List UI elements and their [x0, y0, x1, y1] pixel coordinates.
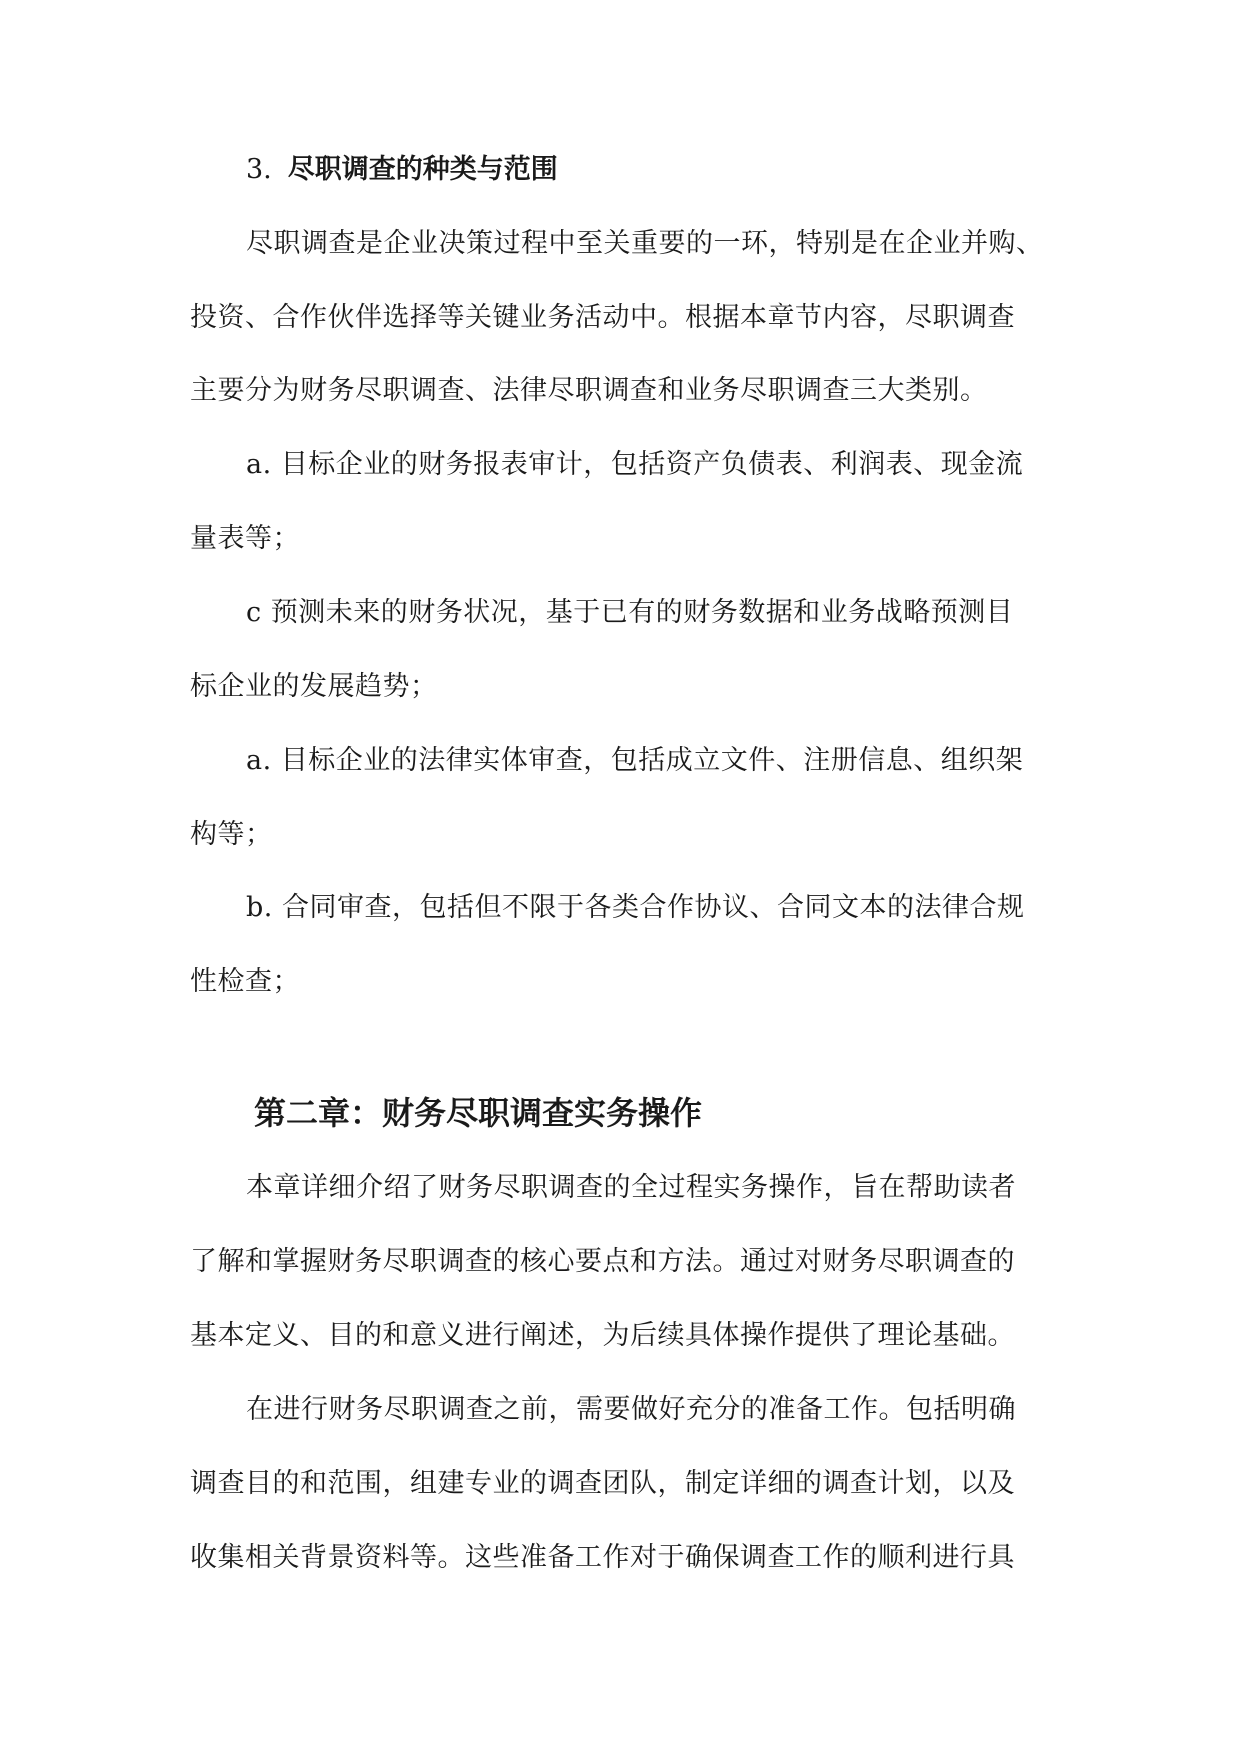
section-title: 尽职调查的种类与范围 — [287, 154, 558, 185]
paragraph-line: 尽职调查是企业决策过程中至关重要的一环，特别是在企业并购、 — [246, 228, 1044, 259]
section-heading — [246, 152, 558, 188]
section-number: 3. — [246, 154, 272, 185]
paragraph-line: 收集相关背景资料等。这些准备工作对于确保调查工作的顺利进行具 — [190, 1542, 1015, 1573]
list-item-line: c 预测未来的财务状况，基于已有的财务数据和业务战略预测目 — [246, 597, 1014, 628]
paragraph-line: 基本定义、目的和意义进行阐述，为后续具体操作提供了理论基础。 — [190, 1320, 1015, 1351]
paragraph-line: 了解和掌握财务尽职调查的核心要点和方法。通过对财务尽职调查的 — [190, 1246, 1015, 1277]
paragraph-line: 本章详细介绍了财务尽职调查的全过程实务操作，旨在帮助读者 — [246, 1172, 1016, 1203]
paragraph-line: 在进行财务尽职调查之前，需要做好充分的准备工作。包括明确 — [246, 1394, 1016, 1425]
list-item-line: a. 目标企业的财务报表审计，包括资产负债表、利润表、现金流 — [246, 449, 1024, 480]
paragraph-line: 调查目的和范围，组建专业的调查团队，制定详细的调查计划，以及 — [190, 1468, 1015, 1499]
paragraph-line: 投资、合作伙伴选择等关键业务活动中。根据本章节内容，尽职调查 — [190, 302, 1015, 333]
list-item-line: b. 合同审查，包括但不限于各类合作协议、合同文本的法律合规 — [246, 892, 1025, 923]
list-item-line: 标企业的发展趋势； — [190, 671, 438, 702]
list-item-line: 构等； — [190, 819, 273, 850]
chapter-heading: 第二章：财务尽职调查实务操作 — [254, 1094, 703, 1132]
list-item-line: 量表等； — [190, 523, 300, 554]
list-item-line: a. 目标企业的法律实体审查，包括成立文件、注册信息、组织架 — [246, 745, 1024, 776]
list-item-line: 性检查； — [190, 966, 300, 997]
paragraph-line: 主要分为财务尽职调查、法律尽职调查和业务尽职调查三大类别。 — [190, 375, 988, 406]
